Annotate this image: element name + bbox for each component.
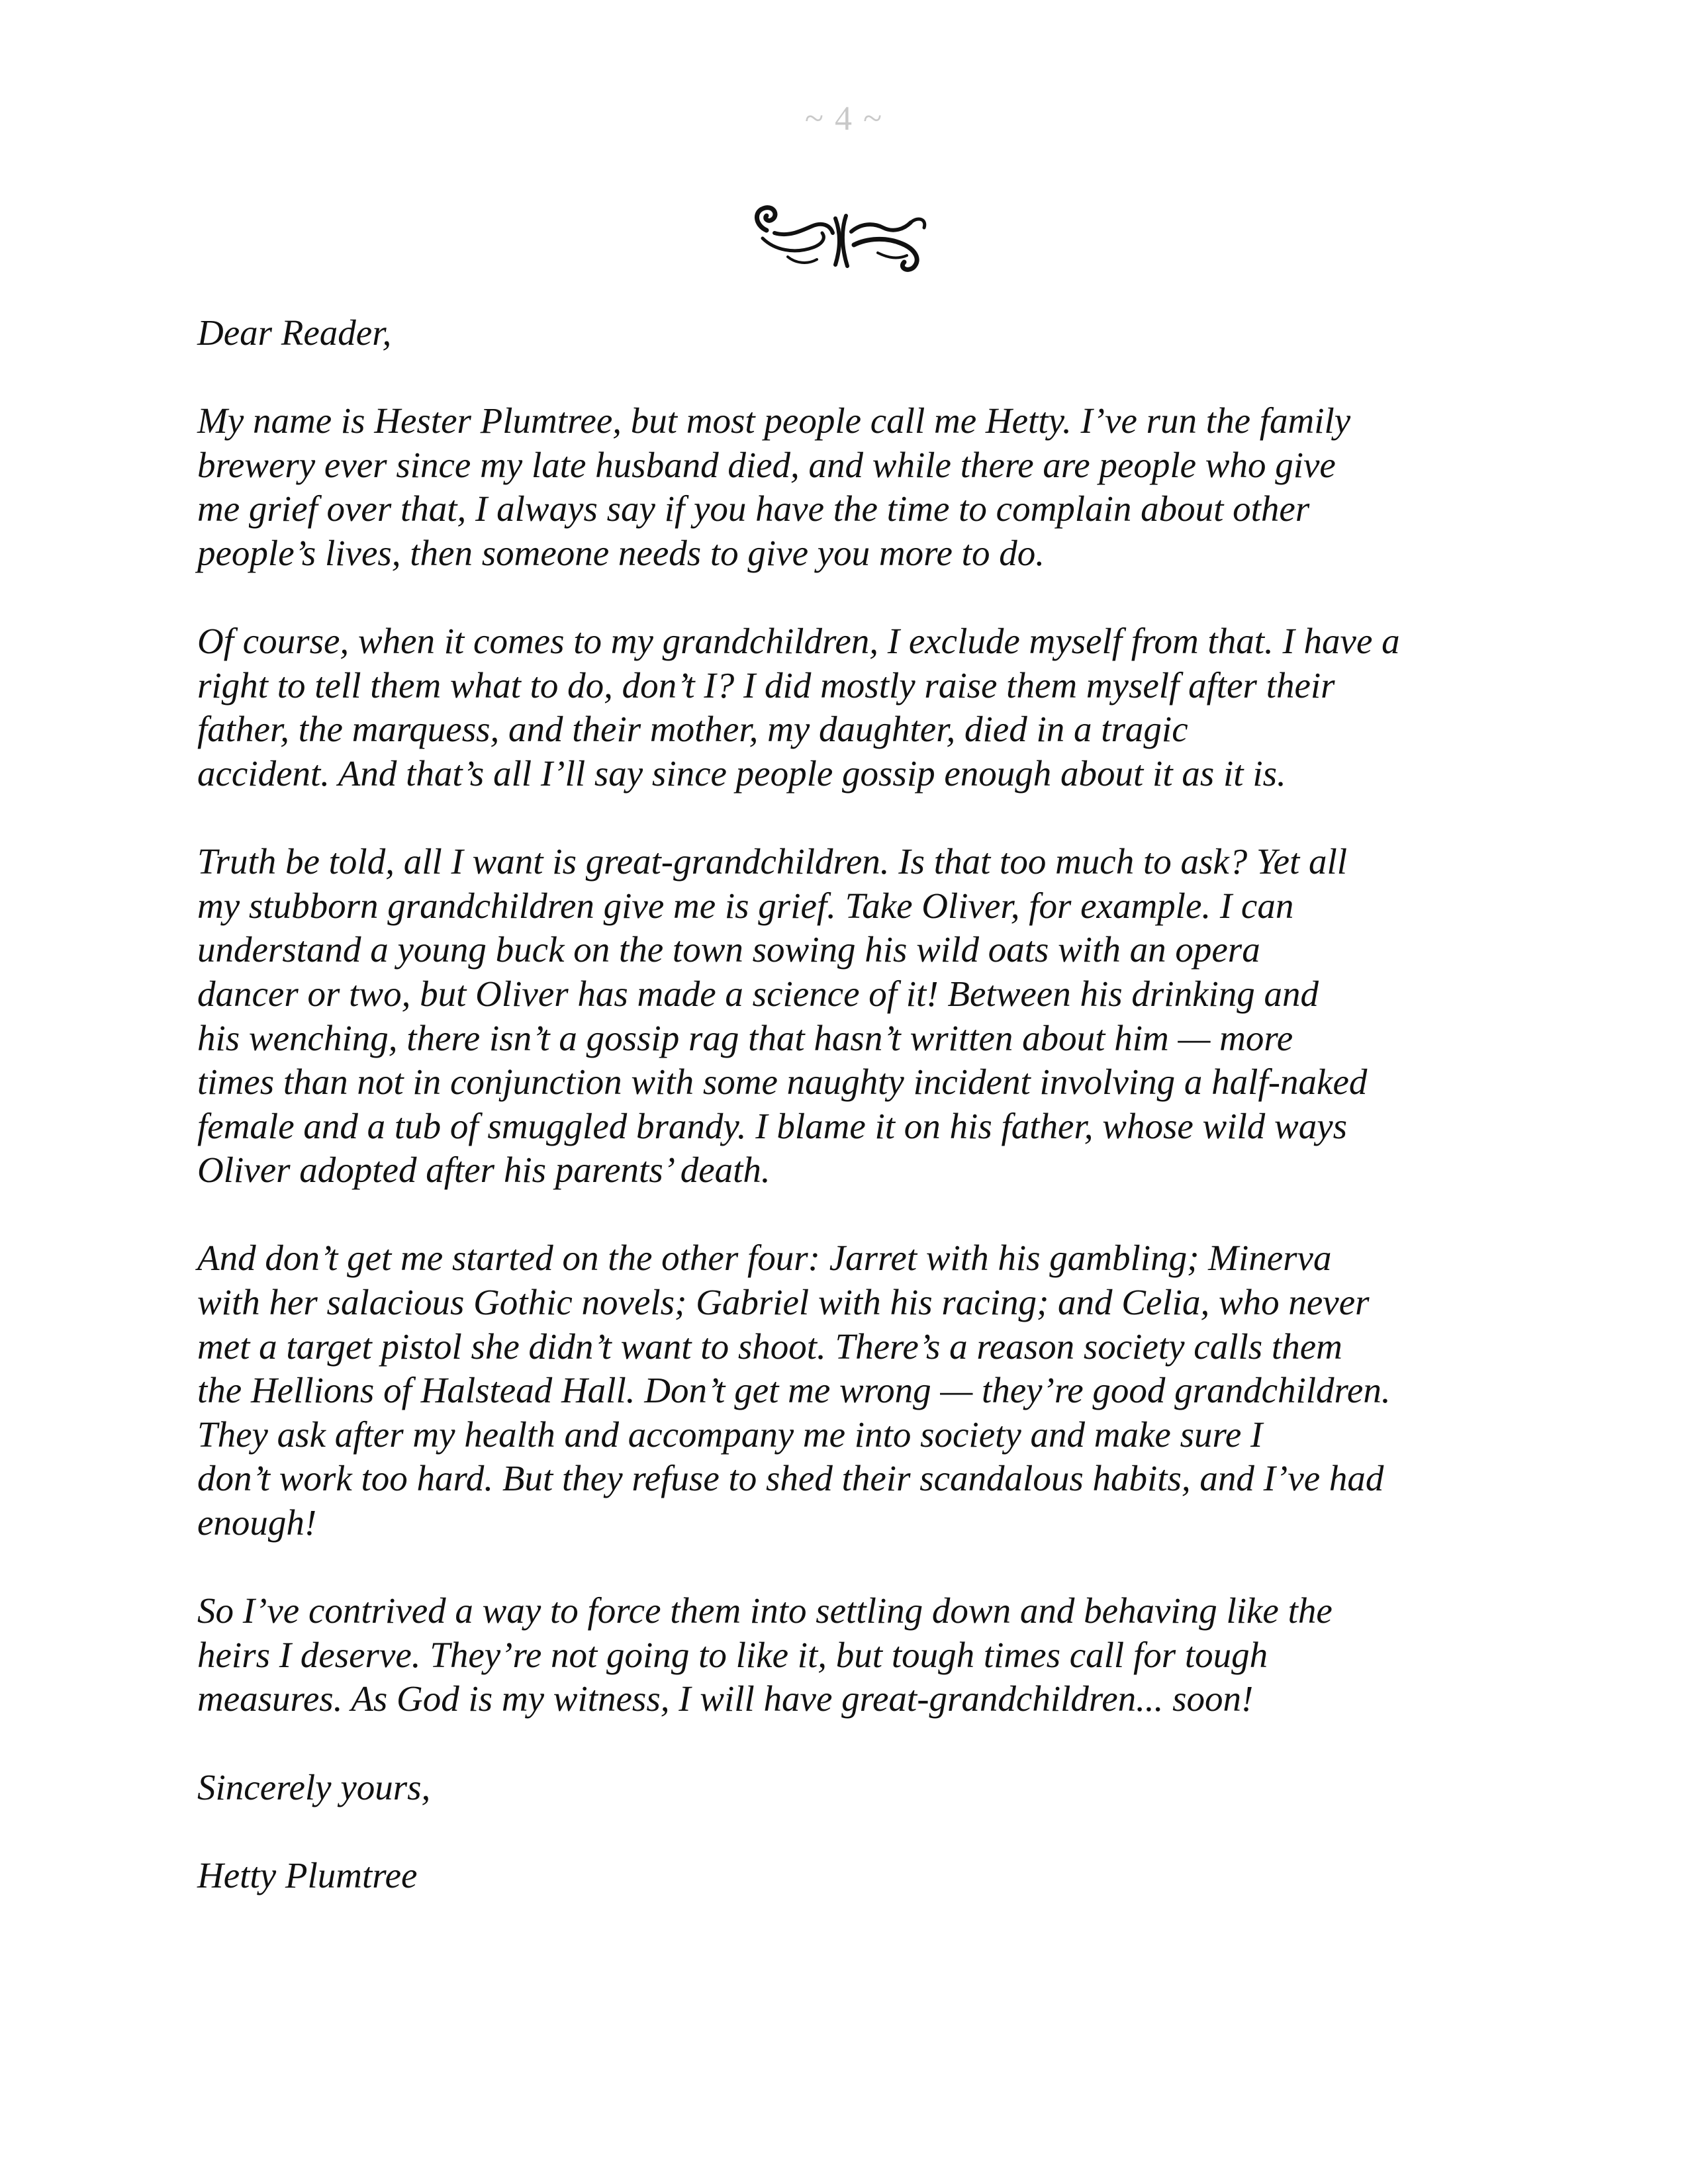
paragraph-4 [197, 1236, 1508, 1545]
text-line: the Hellions of Halstead Hall. Don’t get me wrong — they’re good grandchildren. [197, 1370, 1391, 1411]
text-line: times than not in conjunction with some naughty incident involving a half-naked [197, 1062, 1368, 1103]
text-line: heirs I deserve. They’re not going to like it, but tough times call for tough [197, 1634, 1268, 1675]
text-line: understand a young buck on the town sowing his wild oats with an opera [197, 929, 1260, 970]
paragraph-2 [197, 619, 1508, 796]
text-line: don’t work too hard. But they refuse to shed their scandalous habits, and I’ve had [197, 1458, 1384, 1499]
text-line: And don’t get me started on the other four: Jarret with his gambling; Minerva [197, 1238, 1332, 1279]
text-line: father, the marquess, and their mother, my daughter, died in a tragic [197, 709, 1188, 750]
signature: Hetty Plumtree [197, 1854, 418, 1895]
text-line: Of course, when it comes to my grandchildren, I exclude myself from that. I have a [197, 621, 1400, 662]
text-line: me grief over that, I always say if you have the time to complain about other [197, 488, 1310, 529]
letter-body [197, 311, 1508, 1942]
flourish-ornament-icon [748, 199, 940, 278]
text-line: measures. As God is my witness, I will have great-grandchildren... soon! [197, 1678, 1254, 1719]
text-line: brewery ever since my late husband died, and while there are people who give [197, 444, 1336, 485]
page-number: ~ 4 ~ [804, 100, 884, 138]
text-line: people’s lives, then someone needs to give you more to do. [197, 532, 1045, 573]
paragraph-3 [197, 840, 1508, 1193]
text-line: female and a tub of smuggled brandy. I blame it on his father, whose wild ways [197, 1105, 1348, 1146]
text-line: Oliver adopted after his parents’ death. [197, 1150, 771, 1191]
text-line: Truth be told, all I want is great-grandchildren. Is that too much to ask? Yet all [197, 841, 1348, 882]
text-line: They ask after my health and accompany me into society and make sure I [197, 1414, 1263, 1455]
text-line: met a target pistol she didn’t want to shoot. There’s a reason society calls them [197, 1326, 1342, 1367]
text-line: his wenching, there isn’t a gossip rag that hasn’t written about him — more [197, 1017, 1293, 1058]
paragraph-1 [197, 399, 1508, 575]
text-line: So I’ve contrived a way to force them into settling down and behaving like the [197, 1590, 1333, 1631]
closing: Sincerely yours, [197, 1766, 431, 1807]
text-line: my stubborn grandchildren give me is grief. Take Oliver, for example. I can [197, 885, 1294, 926]
text-line: right to tell them what to do, don’t I? I did mostly raise them myself after their [197, 664, 1335, 705]
salutation: Dear Reader, [197, 312, 392, 353]
text-line: enough! [197, 1502, 317, 1543]
paragraph-5 [197, 1589, 1508, 1721]
text-line: with her salacious Gothic novels; Gabriel with his racing; and Celia, who never [197, 1282, 1370, 1323]
text-line: dancer or two, but Oliver has made a science of it! Between his drinking and [197, 973, 1319, 1014]
text-line: accident. And that’s all I’ll say since people gossip enough about it as it is. [197, 752, 1286, 794]
text-line: My name is Hester Plumtree, but most people call me Hetty. I’ve run the family [197, 400, 1351, 441]
